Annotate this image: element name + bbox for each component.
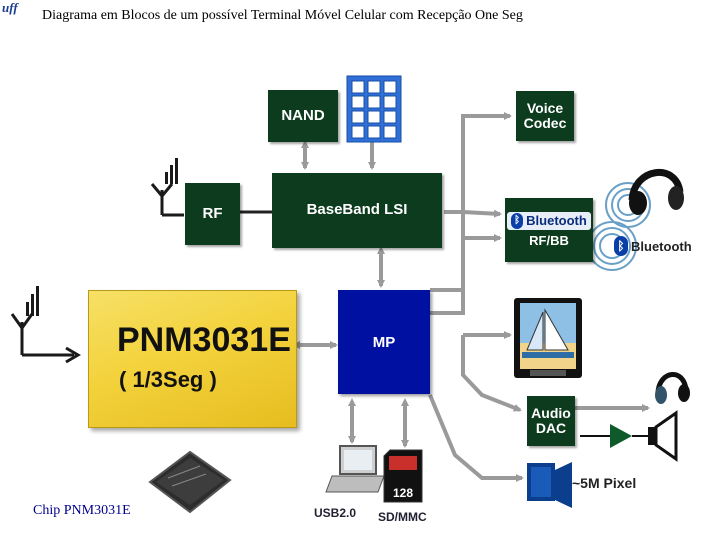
uff-logo: uff (2, 0, 18, 15)
bluetooth-logo-label: Bluetooth (631, 238, 692, 254)
nand-label: NAND (281, 106, 325, 124)
rf-label: RF (202, 204, 223, 222)
pnm-name: PNM3031E (117, 321, 291, 359)
chip-caption: Chip PNM3031E (33, 503, 131, 518)
bluetooth-logo-icon: ᛒ (614, 236, 628, 256)
usb-label: USB2.0 (314, 506, 357, 520)
voice-codec-label-1: Voice (526, 99, 564, 116)
pnm-mode: ( 1/3Seg ) (119, 367, 217, 392)
bluetooth-badge-label: Bluetooth (526, 212, 587, 228)
audio-dac-label-2: DAC (535, 420, 567, 436)
page-title: Diagrama em Blocos de um possível Terminal Móvel Celular com Recepção One Seg (42, 8, 523, 23)
sd-card-capacity: 128 (393, 486, 414, 500)
bluetooth-rfbb-label: RF/BB (529, 232, 569, 248)
camera-label: ~5M Pixel (572, 475, 637, 491)
audio-dac-label-1: Audio (531, 404, 571, 421)
sd-label: SD/MMC (378, 510, 427, 524)
bluetooth-rune-icon: ᛒ (511, 213, 523, 229)
voice-codec-label-2: Codec (523, 115, 567, 131)
mp-label: MP (372, 333, 396, 351)
baseband-label: BaseBand LSI (306, 201, 408, 219)
